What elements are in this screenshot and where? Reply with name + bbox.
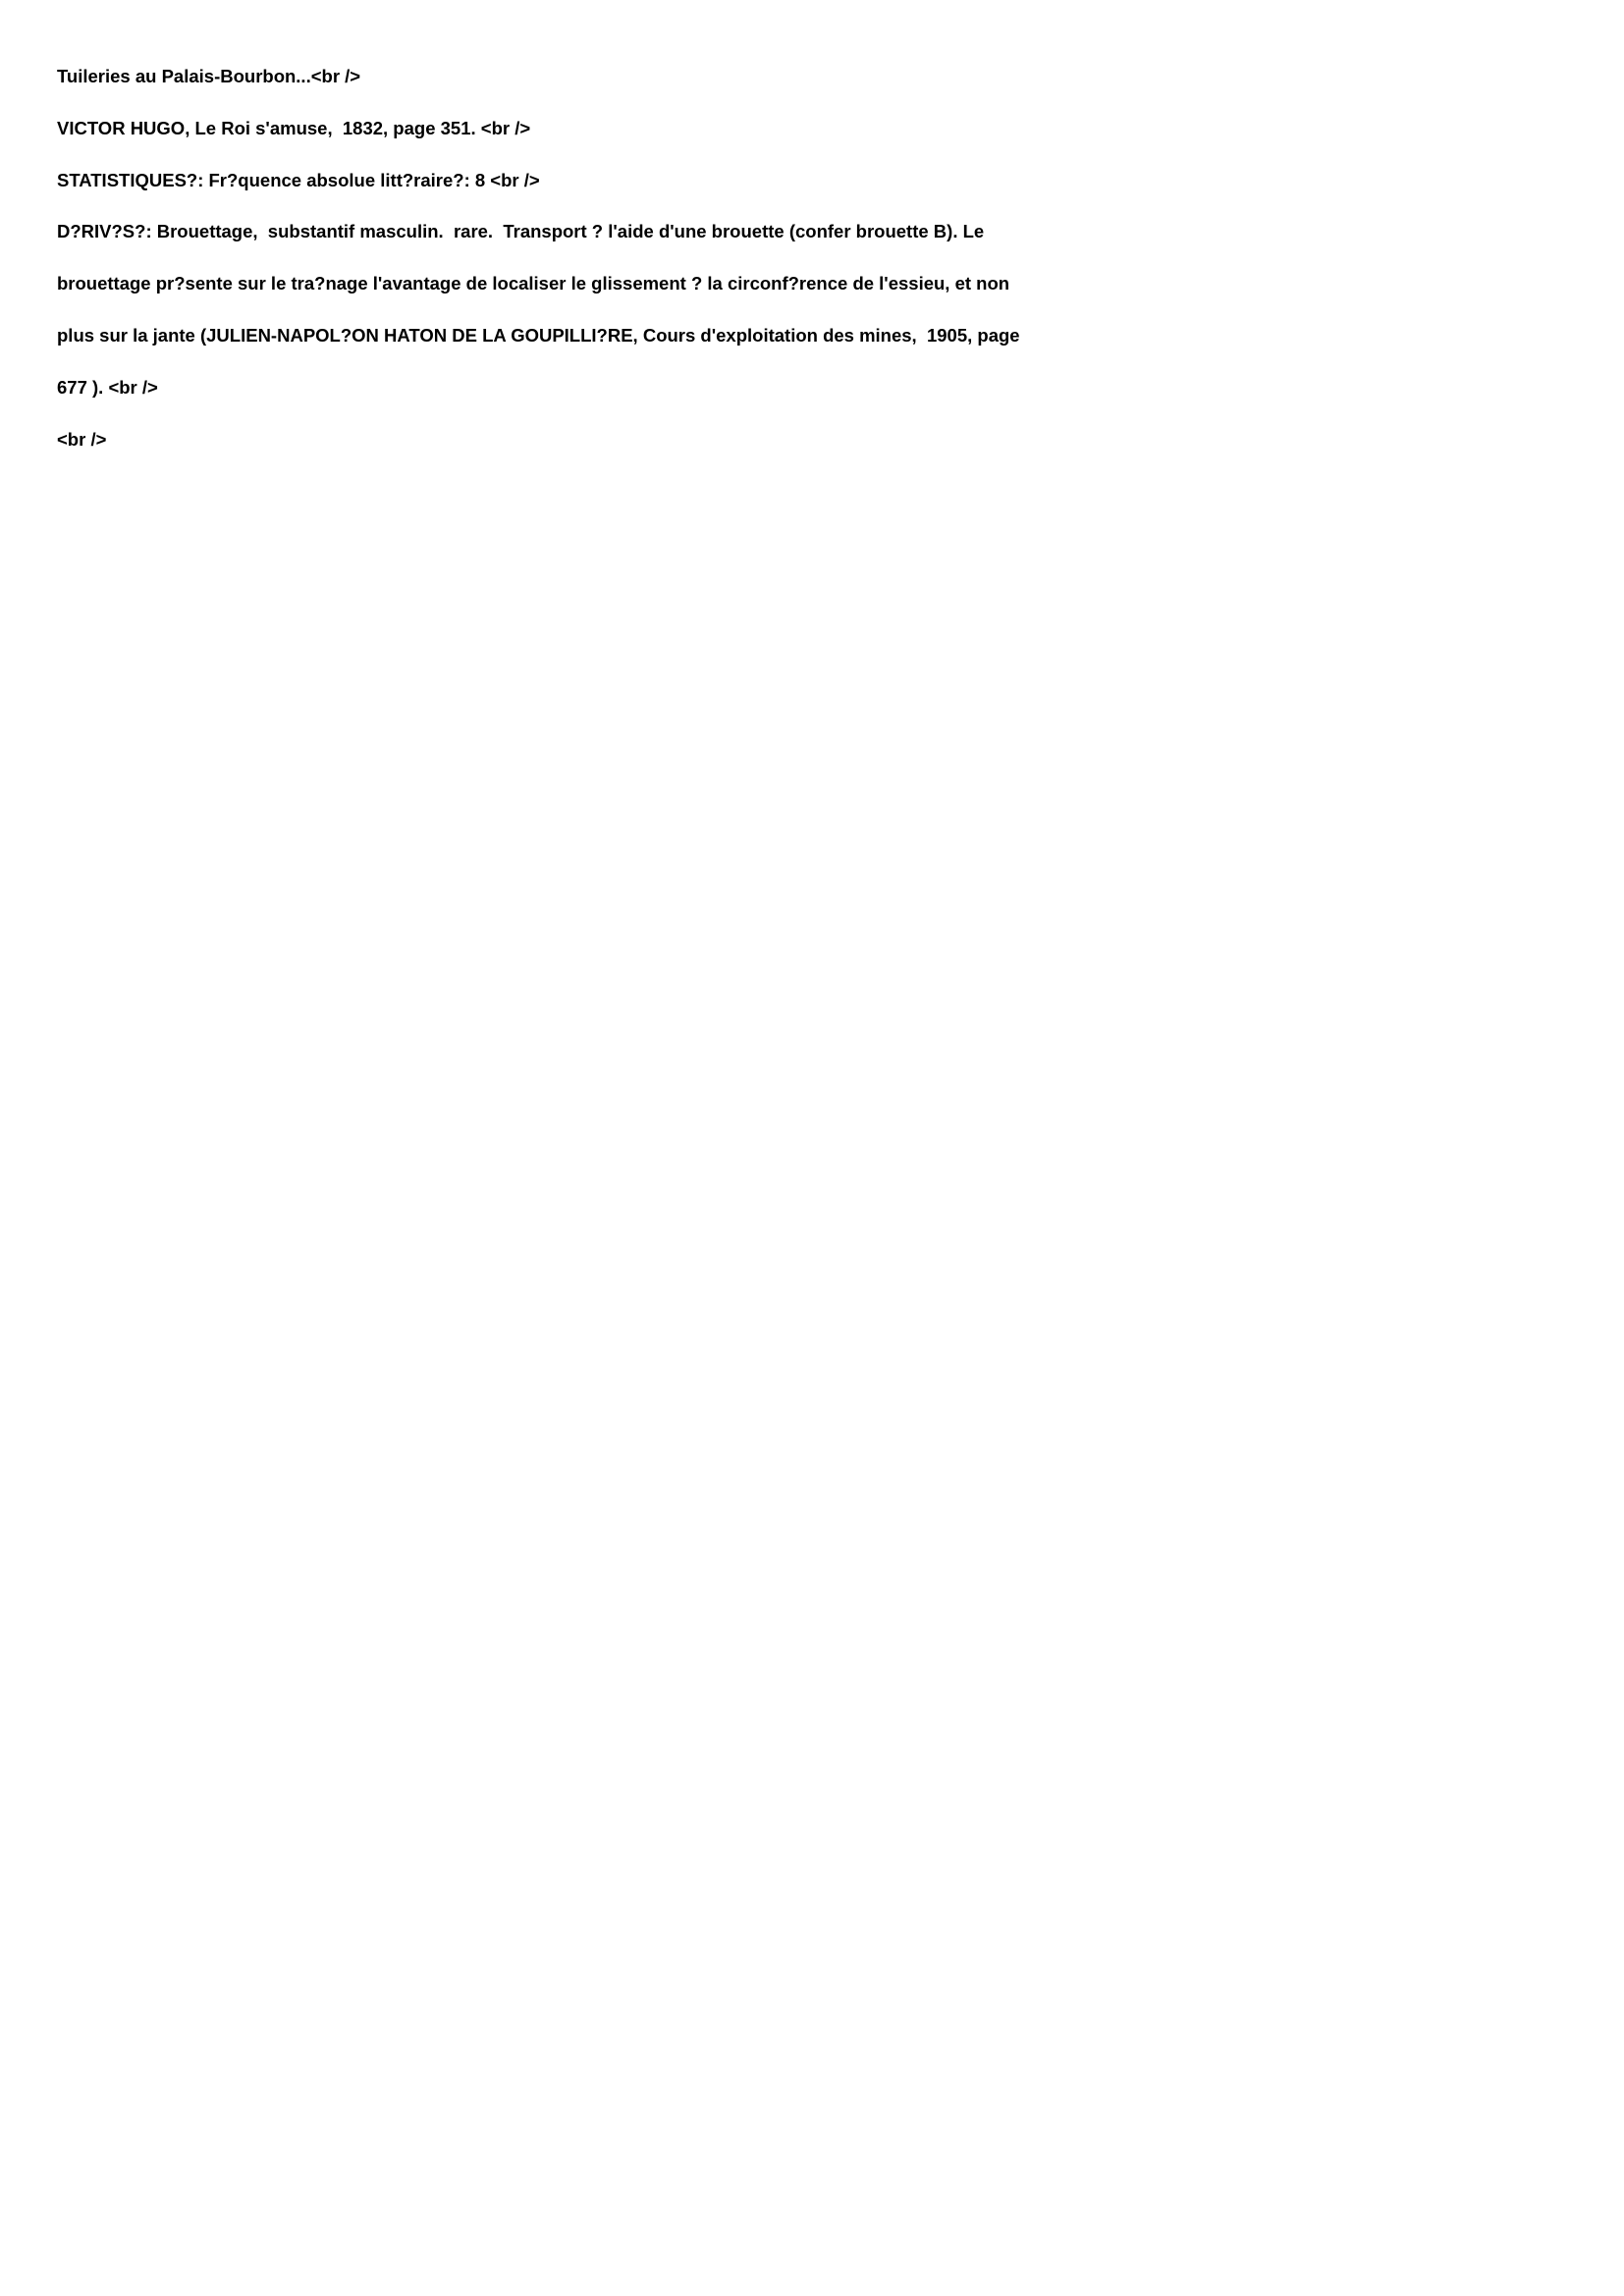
text-line-statistics: STATISTIQUES?: Fr?quence absolue litt?raire?: 8 <br /> [57, 169, 540, 190]
text-line-page-ref: 677 ). <br /> [57, 376, 158, 398]
text-line-derives-continued: brouettage pr?sente sur le tra?nage l'avantage de localiser le glissement ? la circonf?rence de l'essieu, et non [57, 273, 1010, 294]
text-line-quote-end: Tuileries au Palais-Bourbon...<br /> [57, 66, 361, 86]
document-page [0, 0, 1082, 1530]
text-line-citation: VICTOR HUGO, Le Roi s'amuse, 1832, page 351. <br /> [57, 117, 531, 138]
text-line-derives: D?RIV?S?: Brouettage, substantif masculin. rare. Transport ? l'aide d'une brouette (confer brouette B). Le [57, 221, 985, 242]
text-line-break: <br /> [57, 428, 107, 450]
document-body [57, 63, 1049, 477]
text-line-derives-citation: plus sur la jante (JULIEN-NAPOL?ON HATON DE LA GOUPILLI?RE, Cours d'exploitation des mines, 1905, page [57, 324, 1020, 346]
